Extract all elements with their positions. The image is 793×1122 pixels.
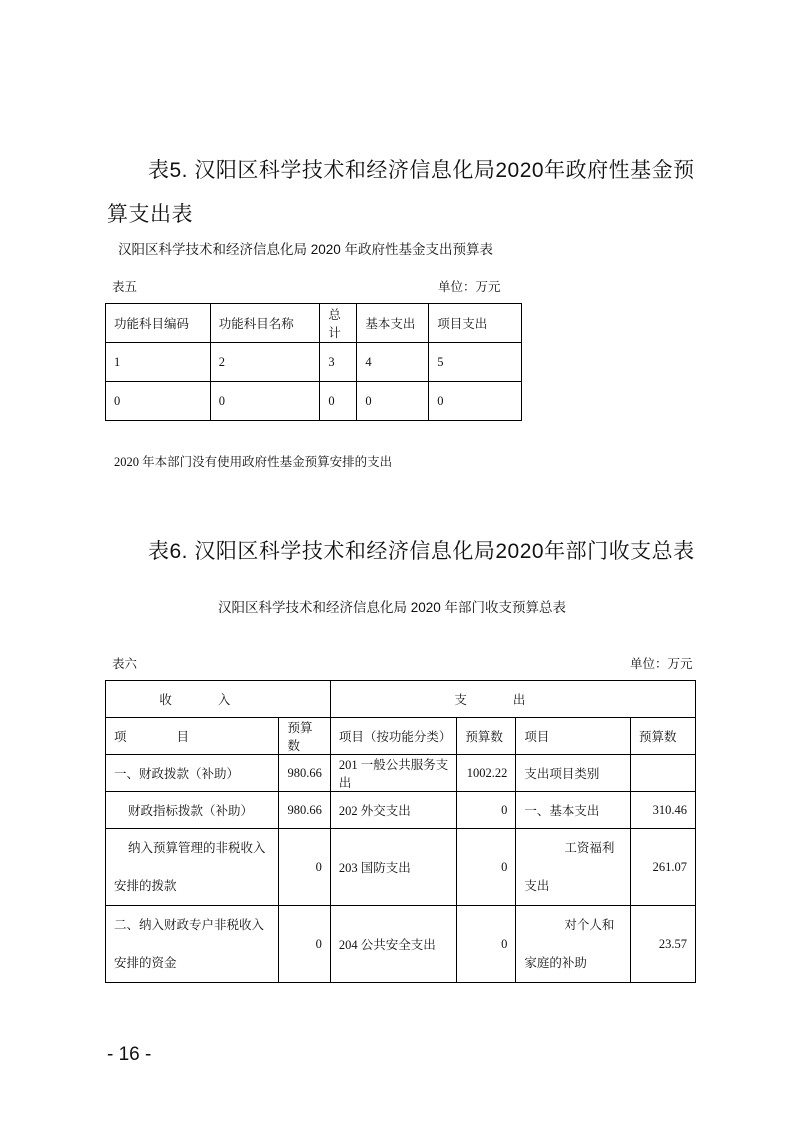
table-cell: 980.66 — [279, 755, 330, 792]
section5-title-line2: 算支出表 — [107, 203, 193, 226]
group-expense-header: 支出 — [330, 681, 695, 718]
table-cell: 261.07 — [631, 829, 696, 906]
group-income-header: 收入 — [106, 681, 331, 718]
table-cell: 财政指标拨款（补助） — [106, 792, 279, 829]
table-header-row — [106, 718, 696, 755]
table-cell: 3 — [320, 343, 357, 382]
section6-table-label: 表六 — [112, 657, 138, 671]
table-cell: 203 国防支出 — [330, 829, 457, 906]
table-cell: 1002.22 — [457, 755, 516, 792]
page-number: - 16 - — [107, 1044, 152, 1065]
header-cell: 项 目 — [106, 718, 279, 755]
table-cell: 980.66 — [279, 792, 330, 829]
table-cell: 1 — [106, 343, 211, 382]
section6-title: 表6. 汉阳区科学技术和经济信息化局2020年部门收支总表 — [148, 540, 695, 563]
section5-note: 2020 年本部门没有使用政府性基金预算安排的支出 — [114, 455, 393, 469]
table-cell: 工资福利支出 — [516, 829, 631, 906]
table-cell: 204 公共安全支出 — [330, 906, 457, 983]
header-cell: 功能科目名称 — [210, 304, 320, 343]
section5-title-line1: 表5. 汉阳区科学技术和经济信息化局2020年政府性基金预 — [148, 159, 695, 182]
section5-table — [105, 303, 522, 421]
table-cell: 0 — [320, 382, 357, 421]
table-cell: 0 — [457, 906, 516, 983]
table-header-row — [106, 304, 522, 343]
table-cell: 4 — [357, 343, 429, 382]
table-cell: 201 一般公共服务支出 — [330, 755, 457, 792]
table-cell: 一、基本支出 — [516, 792, 631, 829]
table-cell: 0 — [279, 829, 330, 906]
table-cell: 202 外交支出 — [330, 792, 457, 829]
table-cell: 0 — [279, 906, 330, 983]
header-cell: 项目 — [516, 718, 631, 755]
table-cell: 纳入预算管理的非税收入安排的拨款 — [106, 829, 279, 906]
header-cell: 预算数 — [457, 718, 516, 755]
table-cell: 310.46 — [631, 792, 696, 829]
section5-subtitle: 汉阳区科学技术和经济信息化局 2020 年政府性基金支出预算表 — [118, 242, 494, 257]
table-row — [106, 343, 522, 382]
table-row — [106, 755, 696, 792]
section6-subtitle: 汉阳区科学技术和经济信息化局 2020 年部门收支预算总表 — [218, 600, 567, 615]
header-cell: 预算数 — [279, 718, 330, 755]
table-cell: 二、纳入财政专户非税收入安排的资金 — [106, 906, 279, 983]
table-row — [106, 906, 696, 983]
table-row — [106, 792, 696, 829]
section5-table-label: 表五 — [112, 280, 138, 294]
table-cell: 2 — [210, 343, 320, 382]
table-cell: 一、财政拨款（补助） — [106, 755, 279, 792]
section6-unit: 单位：万元 — [630, 657, 693, 671]
table-row — [106, 829, 696, 906]
table-cell: 0 — [429, 382, 522, 421]
header-cell: 基本支出 — [357, 304, 429, 343]
table-cell: 0 — [357, 382, 429, 421]
table-cell: 23.57 — [631, 906, 696, 983]
header-cell: 项目（按功能分类） — [330, 718, 457, 755]
table-cell: 0 — [210, 382, 320, 421]
table-row — [106, 382, 522, 421]
header-cell: 功能科目编码 — [106, 304, 211, 343]
table-cell: 对个人和家庭的补助 — [516, 906, 631, 983]
table-cell: 0 — [457, 792, 516, 829]
table-cell: 支出项目类别 — [516, 755, 631, 792]
header-cell: 预算数 — [631, 718, 696, 755]
table-cell: 5 — [429, 343, 522, 382]
section6-table — [105, 680, 696, 983]
header-cell: 总计 — [320, 304, 357, 343]
table-cell: 0 — [106, 382, 211, 421]
section5-unit: 单位：万元 — [438, 280, 501, 294]
table-group-row — [106, 681, 696, 718]
table-cell — [631, 755, 696, 792]
header-cell: 项目支出 — [429, 304, 522, 343]
table-cell: 0 — [457, 829, 516, 906]
